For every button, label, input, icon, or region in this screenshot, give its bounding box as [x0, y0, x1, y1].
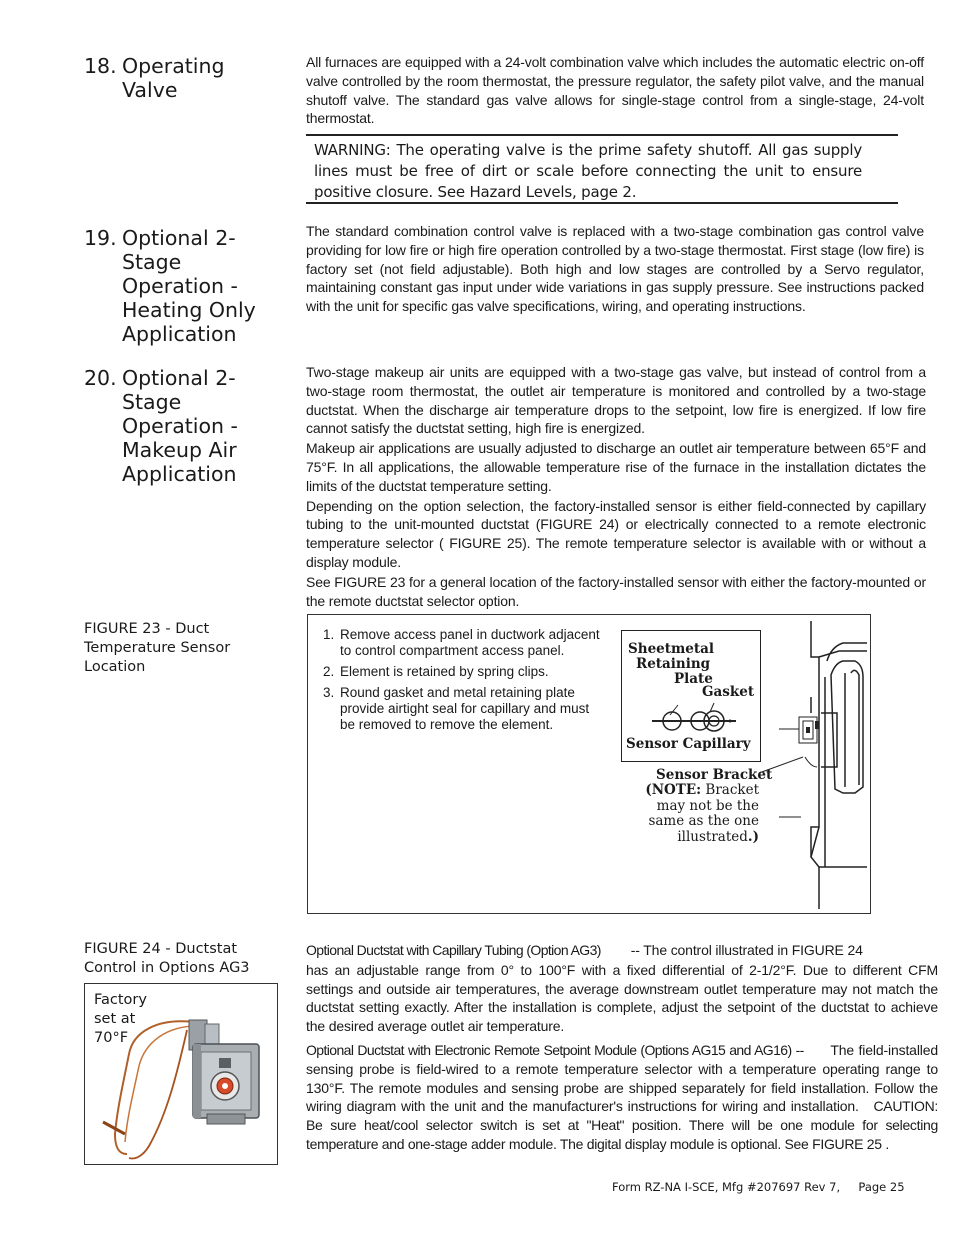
two-stage-heating-text [306, 222, 924, 317]
page-footer [612, 1180, 905, 1194]
list-item: 3. Round gasket and metal retaining plate provide airtight seal for capillary and must be removed to remove the element. [338, 685, 606, 733]
ductstat-options-text [306, 941, 938, 1154]
label-line: Sheetmetal [628, 641, 714, 657]
capillary-label: Sensor Capillary [626, 736, 751, 752]
section-number: 18. [84, 54, 117, 78]
note-line: same as the one [648, 813, 759, 829]
page-number: Page 25 [858, 1180, 905, 1194]
sensor-capillary-drawing [648, 701, 743, 741]
section-number: 19. [84, 226, 117, 250]
figure-reference: -- The control illustrated in FIGURE 24 [630, 942, 863, 958]
bracket-note [638, 783, 759, 845]
duct-panel-drawing [759, 617, 869, 911]
ductstat-photo [97, 1014, 267, 1162]
heading-line: Operating [122, 54, 225, 78]
note-bold: (NOTE: [645, 782, 702, 798]
paragraph: See FIGURE 23 for a general location of the factory-installed sensor with either the factory-mounted or the remote ductstat selector option. [306, 573, 926, 609]
operating-valve-text [306, 53, 924, 129]
heading-line: Stage [122, 390, 182, 414]
heading-line: Operation - [122, 414, 238, 438]
paragraph: has an adjustable range from 0° to 100°F with a fixed differential of 2-1/2°F. Due to different CFM settings and outside air temperatures, the average downstream outlet temperature may not match the ductstat setting exactly. After the installation is complete, adjust the setpoint of the ductstat to achieve the desired average outlet air temperature. [306, 961, 938, 1035]
note-line: Bracket [705, 782, 759, 798]
heading-operating-valve [84, 54, 284, 102]
heading-line: Operation - [122, 274, 238, 298]
note-line: may not be the [656, 797, 759, 814]
figure-24-caption: FIGURE 24 - Ductstat Control in Options AG3 [84, 941, 250, 976]
paragraph: The field-installed sensing probe is field-wired to a remote temperature selector with a temperature operating range to 130°F. The remote modules and sensing probe are shipped separately for field installation. Follow the wiring diagram with the unit and the manufacturer's instructions for wiring and installation. [306, 1041, 939, 1115]
paragraph: Makeup air applications are usually adjusted to discharge an outlet air temperature between 65°F and 75°F. In all applications, the allowable temperature rise of the furnace in the installation dictates the limits of the ductstat temperature setting. [306, 440, 926, 494]
figure-24 [84, 983, 278, 1165]
list-item: 1. Remove access panel in ductwork adjacent to control compartment access panel. [338, 627, 606, 659]
gasket-label: Gasket [702, 684, 755, 700]
note-bold: .) [747, 828, 759, 845]
factory-setting-note: Factory set at 70°F [94, 992, 147, 1046]
option-title: Optional Ductstat with Electronic Remote Setpoint Module (Options AG15 and AG16) -- [306, 1041, 804, 1058]
heading-line: Valve [122, 78, 178, 102]
figure-23 [307, 614, 871, 914]
note-line: illustrated [677, 828, 748, 845]
heading-line: Stage [122, 250, 182, 274]
heading-line: Heating Only [122, 298, 256, 322]
figure-23-steps [320, 627, 606, 738]
heading-two-stage-makeup [84, 366, 284, 486]
figure-23-caption: FIGURE 23 - Duct Temperature Sensor Location [84, 621, 231, 675]
heading-line: Optional 2- [122, 226, 236, 250]
heading-two-stage-heating [84, 226, 284, 346]
paragraph: Depending on the option selection, the factory-installed sensor is either field-connected by capillary tubing to the unit-mounted ductstat (FIGURE 24) or electrically connected to a remote electronic temperature selector ( FIGURE 25). The remote temperature selector is available with or without a display module. [306, 497, 926, 570]
form-number: Form RZ-NA I-SCE, Mfg #207697 Rev 7, [612, 1180, 841, 1194]
option-title: Optional Ductstat with Capillary Tubing (Option AG3) [306, 942, 601, 958]
two-stage-makeup-text [306, 363, 926, 611]
sensor-detail-inset [621, 630, 761, 762]
paragraph: Two-stage makeup air units are equipped with a two-stage gas valve, but instead of control from a two-stage room thermostat, the outlet air temperature is monitored and controlled by a two-stage ductstat. When the discharge air temperature drops to the setpoint, low fire is energized. If low fire cannot satisfy the ductstat setting, high fire is energized. [306, 364, 926, 437]
heading-line: Application [122, 322, 237, 346]
warning-box [306, 134, 898, 204]
warning-text: WARNING: The operating valve is the prime safety shutoff. All gas supply lines must be free of dirt or scale before connecting the unit to ensure positive closure. See Hazard Levels, page 2. [314, 141, 862, 201]
label-line: Retaining [636, 656, 711, 672]
paragraph: All furnaces are equipped with a 24-volt combination valve which includes the automatic electric on-off valve controlled by the room thermostat, the pressure regulator, the safety pilot valve, and the manual shutoff valve. The standard gas valve allows for single-stage control from a single-stage, 24-volt thermostat. [306, 54, 924, 127]
heading-line: Optional 2- [122, 366, 236, 390]
plate-label [628, 641, 714, 687]
list-item: 2. Element is retained by spring clips. [338, 664, 606, 680]
label-line: Plate [674, 671, 713, 687]
paragraph: The standard combination control valve is replaced with a two-stage combination gas control valve providing for low fire or high fire operation controlled by a two-stage thermostat. First stage (low fire) is factory set (not field adjustable). Both high and low stages are controlled by a Servo regulator, maintaining constant gas input under wide variations in gas supply pressure. See instructions packed with the unit for specific gas valve specifications, wiring, and operating instructions. [306, 223, 924, 315]
caution-text: CAUTION: Be sure heat/cool selector switch is set at "Heat" position. There will be one module for selecting temperature and one-stage adder module. The digital display module is optional. See FIGURE 25 . [306, 1098, 938, 1152]
bracket-label: Sensor Bracket [656, 767, 773, 783]
section-number: 20. [84, 366, 117, 390]
heading-line: Makeup Air [122, 438, 237, 462]
heading-line: Application [122, 462, 237, 486]
